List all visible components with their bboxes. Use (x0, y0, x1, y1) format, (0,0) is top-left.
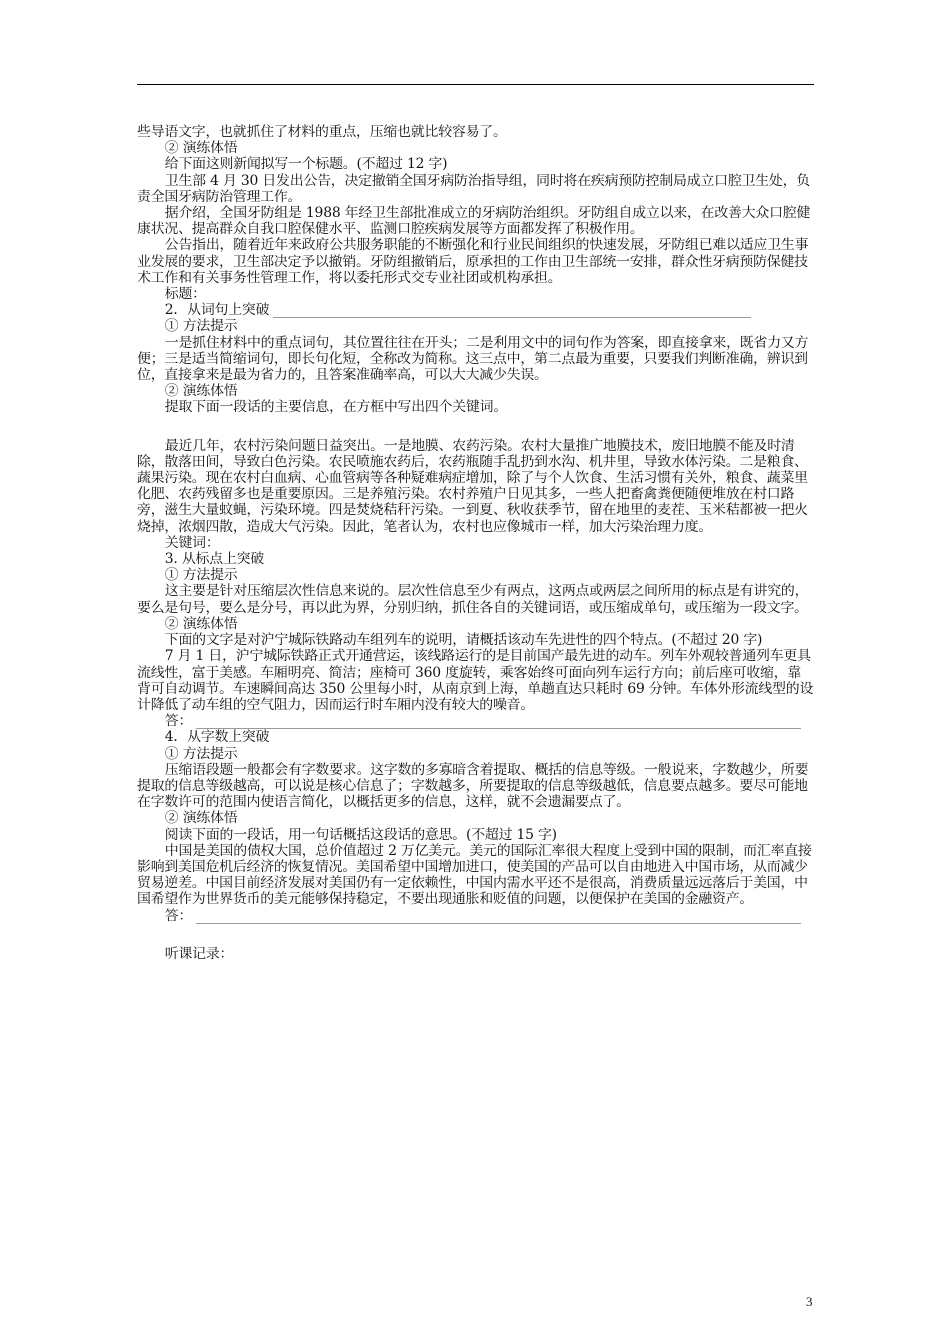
paragraph: 最近几年，农村污染问题日益突出。一是地膜、农药污染。农村大量推广地膜技术，废旧地膜不能及时清除，散落田间，导致白色污染。农民喷施农药后，农药瓶随手乱扔到水沟、机井里，导致水体污染。二是粮食、蔬果污染。现在农村白血病、心血管病等各种疑难病症增加，除了与个人饮食、生活习惯有关外，粮食、蔬菜里化肥、农药残留多也是重要原因。三是养殖污染。农村养殖户日见其多，一些人把畜禽粪便随便堆放在村口路旁，滋生大量蚊蝇，污染环境。四是焚烧秸秆污染。一到夏、秋收获季节，留在地里的麦茬、玉米秸都被一把火烧掉，浓烟四散，造成大气污染。因此，笔者认为，农村也应像城市一样，加大污染治理力度。 (137, 437, 808, 535)
section-heading (137, 302, 814, 318)
subheading: ② 演练体悟 (164, 615, 238, 632)
answer-label (137, 286, 814, 302)
spacer (137, 924, 814, 946)
subheading: ② 演练体悟 (164, 810, 238, 827)
paragraph: 这主要是针对压缩层次性信息来说的。层次性信息至少有两点，这两点或两层之间所用的标点是有讲究的，要么是句号，要么是分号，再以此为界，分别归纳，抓住各自的关键词语，或压缩成单句，或压缩为一段文字。 (137, 583, 809, 616)
answer-label (137, 713, 814, 729)
exercise-prompt: 给下面这则新闻拟写一个标题。(不超过 12 字) (164, 156, 448, 173)
answer-line[interactable] (196, 716, 801, 729)
header-rule (137, 84, 814, 85)
subheading: ② 演练体悟 (164, 383, 238, 400)
subheading: ② 演练体悟 (164, 140, 238, 157)
answer-label-text: 答： (164, 907, 193, 924)
paragraph: 中国是美国的债权大国，总价值超过 2 万亿美元。美元的国际汇率很大程度上受到中国的限制，而汇率直接影响到美国危机后经济的恢复情况。美国希望中国增加进口，使美国的产品可以自由地进入中国市场，从而减少贸易逆差。中国目前经济发展对美国仍有一定依赖性，中国内需水平还不是很高，消费质量远远落后于美国，中国希望作为世界货币的美元能够保持稳定，不要出现通胀和贬值的问题，以便保护在美国的金融资产。 (137, 842, 812, 908)
paragraph: 一是抓住材料中的重点词句，其位置往往在开头；二是利用文中的词句作为答案，即直接拿来，既省力又方便；三是适当简缩词句，即长句化短，全称改为简称。这三点中，第二点最为重要，只要我们判断准确，辨识到位，直接拿来是最为省力的，且答案准确率高，可以大大减少失误。 (137, 334, 809, 384)
section-heading: 3. 从标点上突破 (164, 551, 265, 568)
paragraph: 据介绍，全国牙防组是 1988 年经卫生部批准成立的牙病防治组织。牙防组自成立以来，在改善大众口腔健康状况、提高群众自我口腔保健水平、监测口腔疾病发展等方面都发挥了积极作用。 (137, 205, 811, 238)
document-body (137, 124, 814, 962)
answer-label-text: 答： (164, 713, 193, 730)
exercise-prompt: 下面的文字是对沪宁城际铁路动车组列车的说明，请概括该动车先进性的四个特点。(不超过 20 字) (164, 632, 763, 649)
paragraph: 公告指出，随着近年来政府公共服务职能的不断强化和行业民间组织的快速发展，牙防组已难以适应卫生事业发展的要求，卫生部决定予以撤销。牙防组撤销后，原承担的工作由卫生部统一安排，群众性牙病预防保健技术工作和有关事务性管理工作，将以委托形式交专业社团或机构承担。 (137, 237, 809, 286)
answer-label (137, 908, 814, 924)
exercise-prompt: 阅读下面的一段话，用一句话概括这段话的意思。(不超过 15 字) (164, 826, 557, 843)
answer-label-text: 标题： (164, 286, 206, 303)
section-heading: 4．从字数上突破 (164, 729, 270, 746)
answer-box-space (137, 416, 814, 438)
subheading: ① 方法提示 (164, 567, 238, 584)
paragraph: 卫生部 4 月 30 日发出公告，决定撤销全国牙病防治指导组，同时将在疾病预防控制局成立口腔卫生处，负责全国牙病防治管理工作。 (137, 172, 810, 205)
notes-label: 听课记录： (164, 945, 234, 962)
subheading: ① 方法提示 (164, 318, 238, 335)
answer-line[interactable] (273, 305, 751, 318)
answer-line[interactable] (196, 911, 801, 924)
answer-label: 关键词： (164, 534, 220, 551)
paragraph: 压缩语段题一般都会有字数要求。这字数的多寡暗含着提取、概括的信息等级。一般说来，字数越少，所要提取的信息等级越高，可以说是核心信息了；字数越多，所要提取的信息等级越低，信息要点越多。要尽可能地在字数许可的范围内使语言简化，以概括更多的信息，这样，就不会遗漏要点了。 (137, 761, 809, 811)
subheading: ① 方法提示 (164, 745, 238, 762)
paragraph: 些导语文字，也就抓住了材料的重点，压缩也就比较容易了。 (137, 124, 507, 140)
paragraph: 7 月 1 日，沪宁城际铁路正式开通营运，该线路运行的是目前国产最先进的动车。列车外观较普通列车更具流线性，富于美感。车厢明亮、简洁；座椅可 360 度旋转，乘客始终可面向列车运行方向；前后座可收缩，靠背可自动调节。车速瞬间高达 350 公里每小时，从南京到上海，单趟直达只耗时 69 分钟。车体外形流线型的设计降低了动车组的空气阻力，因而运行时车厢内没有较大的噪音。 (137, 648, 814, 713)
section-heading-text: 2．从词句上突破 (164, 302, 270, 319)
page-number: 3 (806, 1294, 813, 1309)
exercise-prompt: 提取下面一段话的主要信息，在方框中写出四个关键词。 (164, 399, 508, 416)
